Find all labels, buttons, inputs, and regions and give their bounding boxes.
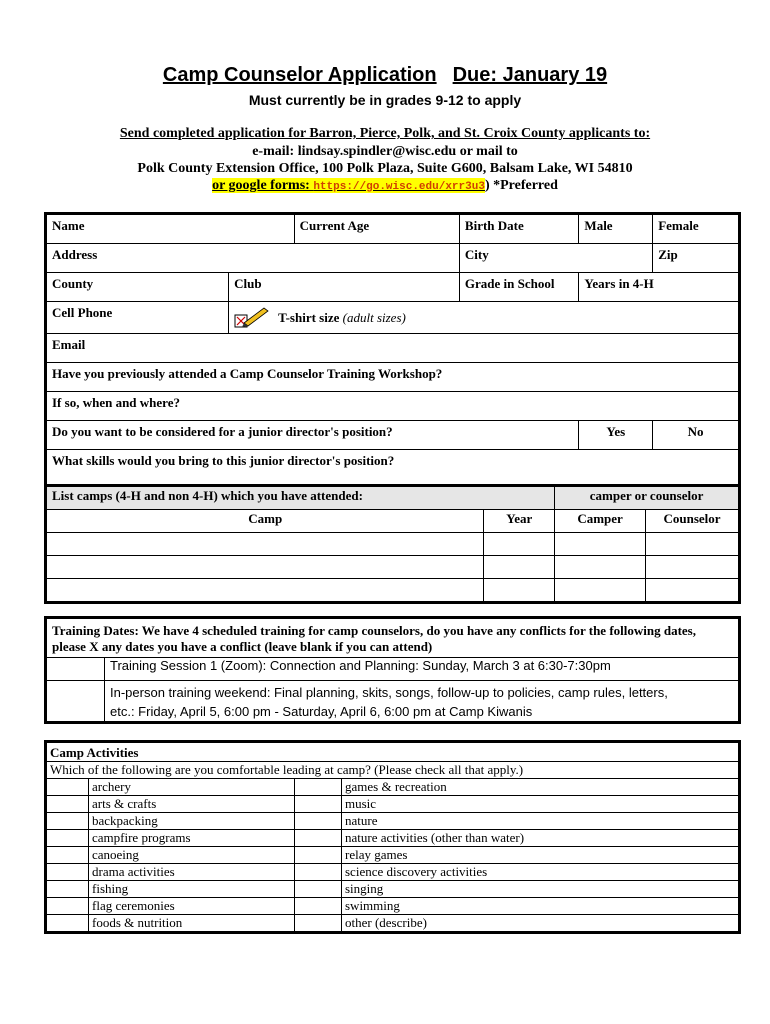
activity-label: nature activities (other than water) xyxy=(342,830,740,847)
tshirt-label: T-shirt size xyxy=(278,309,340,325)
activity-row xyxy=(46,813,740,830)
cell-phone-field[interactable]: Cell Phone xyxy=(46,302,229,334)
club-field[interactable]: Club xyxy=(229,273,460,302)
activity-row xyxy=(46,881,740,898)
activity-checkbox[interactable] xyxy=(295,796,342,813)
activity-label: campfire programs xyxy=(89,830,295,847)
activity-label: arts & crafts xyxy=(89,796,295,813)
camps-attended-table xyxy=(44,484,741,604)
activity-label: archery xyxy=(89,779,295,796)
applicant-info-table xyxy=(44,212,741,503)
due-date: Due: January 19 xyxy=(452,64,608,86)
zip-field[interactable]: Zip xyxy=(653,244,740,273)
session1-text: Training Session 1 (Zoom): Connection and Planning: Sunday, March 3 at 6:30-7:30pm xyxy=(105,658,740,681)
session2-line1: In-person training weekend: Final planning, skits, songs, follow-up to policies, camp rules, letters, xyxy=(110,685,668,700)
activity-checkbox[interactable] xyxy=(295,847,342,864)
training-heading: Training Dates: We have 4 scheduled training for camp counselors, do you have any conflicts for the following dates, please X any dates you have a conflict (leave blank if you can attend) xyxy=(46,618,740,658)
tshirt-note: (adult sizes) xyxy=(342,309,406,325)
skills-question[interactable]: What skills would you bring to this junior director's position? xyxy=(46,450,740,502)
activity-checkbox[interactable] xyxy=(295,915,342,933)
activity-row xyxy=(46,864,740,881)
activity-row xyxy=(46,779,740,796)
google-forms-label: or google forms: xyxy=(212,178,314,193)
activity-label: backpacking xyxy=(89,813,295,830)
activity-checkbox[interactable] xyxy=(46,915,89,933)
activity-checkbox[interactable] xyxy=(295,813,342,830)
activity-checkbox[interactable] xyxy=(295,779,342,796)
yes-option[interactable]: Yes xyxy=(579,421,653,450)
activity-label: fishing xyxy=(89,881,295,898)
activity-checkbox[interactable] xyxy=(46,813,89,830)
send-instructions: Send completed application for Barron, Pierce, Polk, and St. Croix County applicants to: xyxy=(119,126,651,141)
training-dates-table xyxy=(44,616,741,724)
activity-checkbox[interactable] xyxy=(46,847,89,864)
activity-row xyxy=(46,796,740,813)
when-where-question[interactable]: If so, when and where? xyxy=(46,392,740,421)
activity-label: relay games xyxy=(342,847,740,864)
workshop-question[interactable]: Have you previously attended a Camp Counselor Training Workshop? xyxy=(46,363,740,392)
activity-checkbox[interactable] xyxy=(295,830,342,847)
activity-row xyxy=(46,898,740,915)
activity-label: singing xyxy=(342,881,740,898)
activity-checkbox[interactable] xyxy=(46,779,89,796)
city-field[interactable]: City xyxy=(459,244,652,273)
activity-label: music xyxy=(342,796,740,813)
activity-label: foods & nutrition xyxy=(89,915,295,933)
activity-label: swimming xyxy=(342,898,740,915)
google-forms-line xyxy=(0,178,770,194)
col-counselor: Counselor xyxy=(646,510,740,533)
junior-director-question: Do you want to be considered for a junior director's position? xyxy=(46,421,579,450)
activity-label: science discovery activities xyxy=(342,864,740,881)
activity-checkbox[interactable] xyxy=(295,898,342,915)
grade-field[interactable]: Grade in School xyxy=(459,273,579,302)
mail-address: Polk County Extension Office, 100 Polk Plaza, Suite G600, Balsam Lake, WI 54810 xyxy=(137,161,633,176)
session2-line2: etc.: Friday, April 5, 6:00 pm - Saturday, April 6, 6:00 pm at Camp Kiwanis xyxy=(110,704,533,719)
email-line: e-mail: lindsay.spindler@wisc.edu or mail to xyxy=(252,144,518,159)
session1-conflict-box[interactable] xyxy=(46,658,105,681)
session2-conflict-box[interactable] xyxy=(46,681,105,723)
col-camper: Camper xyxy=(555,510,646,533)
tshirt-size-field[interactable] xyxy=(229,302,740,334)
address-field[interactable]: Address xyxy=(46,244,460,273)
activity-checkbox[interactable] xyxy=(46,864,89,881)
activity-checkbox[interactable] xyxy=(46,796,89,813)
table-row[interactable] xyxy=(46,533,740,556)
activity-label: other (describe) xyxy=(342,915,740,933)
activity-label: drama activities xyxy=(89,864,295,881)
activity-checkbox[interactable] xyxy=(295,881,342,898)
col-year: Year xyxy=(484,510,555,533)
pencil-checkbox-icon xyxy=(234,305,270,333)
activity-label: nature xyxy=(342,813,740,830)
activity-row xyxy=(46,847,740,864)
birth-date-field[interactable]: Birth Date xyxy=(459,214,579,244)
no-option[interactable]: No xyxy=(653,421,740,450)
preferred-note: ) *Preferred xyxy=(484,178,558,193)
activity-checkbox[interactable] xyxy=(46,898,89,915)
table-row[interactable] xyxy=(46,579,740,603)
camper-or-counselor-label: camper or counselor xyxy=(555,486,740,510)
activity-label: games & recreation xyxy=(342,779,740,796)
county-field[interactable]: County xyxy=(46,273,229,302)
male-option[interactable]: Male xyxy=(579,214,653,244)
activities-heading: Camp Activities xyxy=(46,742,740,762)
activity-row xyxy=(46,830,740,847)
name-field[interactable]: Name xyxy=(46,214,295,244)
grade-requirement: Must currently be in grades 9-12 to apply xyxy=(248,92,522,108)
email-field[interactable]: Email xyxy=(46,334,740,363)
camps-list-label: List camps (4-H and non 4-H) which you have attended: xyxy=(46,486,555,510)
google-forms-link[interactable]: https://go.wisc.edu/xrr3u3 xyxy=(313,181,485,193)
camp-activities-table xyxy=(44,740,741,934)
current-age-field[interactable]: Current Age xyxy=(294,214,459,244)
activity-checkbox[interactable] xyxy=(46,830,89,847)
activity-label: flag ceremonies xyxy=(89,898,295,915)
female-option[interactable]: Female xyxy=(653,214,740,244)
title: Camp Counselor Application xyxy=(162,64,437,86)
col-camp: Camp xyxy=(46,510,484,533)
activities-question: Which of the following are you comfortable leading at camp? (Please check all that apply.) xyxy=(46,762,740,779)
activity-checkbox[interactable] xyxy=(295,864,342,881)
activity-label: canoeing xyxy=(89,847,295,864)
years-in-4h-field[interactable]: Years in 4-H xyxy=(579,273,740,302)
activity-checkbox[interactable] xyxy=(46,881,89,898)
activity-row xyxy=(46,915,740,933)
table-row[interactable] xyxy=(46,556,740,579)
session2-text xyxy=(105,681,740,723)
page-title xyxy=(0,64,770,87)
